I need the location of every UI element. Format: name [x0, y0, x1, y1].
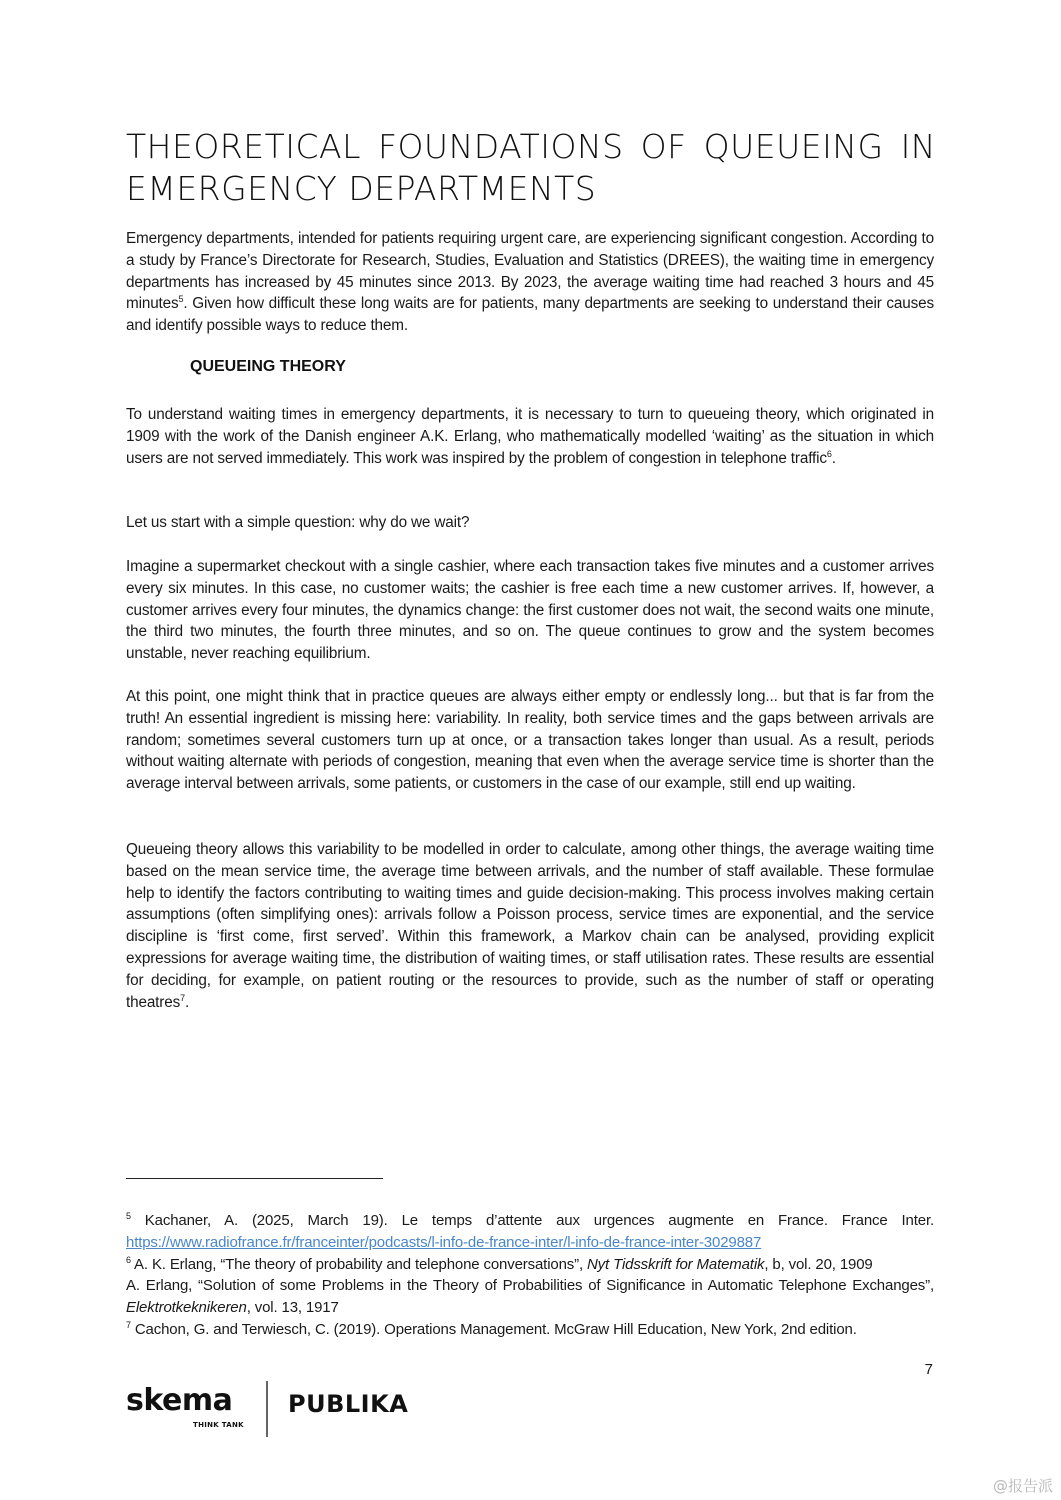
para1-text: To understand waiting times in emergency departments, it is necessary to turn to queueing theory, which originated in 1909 with the work of the Danish engineer A.K. Erlang, who mathematically modelled ‘waiting’ as the situation in which users are not served immediately. This work was inspired by the problem of congestion in telephone traffic	[126, 406, 934, 467]
logo-divider	[266, 1381, 268, 1437]
watermark: @报告派	[992, 1477, 1053, 1495]
footnote-5-link[interactable]: https://www.radiofrance.fr/franceinter/podcasts/l-info-de-france-inter/l-info-de-france-inter-3029887	[126, 1233, 762, 1251]
footnote-num-5: 5	[126, 1211, 131, 1221]
section-heading: QUEUEING THEORY	[190, 358, 346, 375]
footnote-6b-journal: Elektrotkeknikeren	[126, 1299, 247, 1317]
footnote-6-second	[126, 1275, 934, 1319]
para5-text: Queueing theory allows this variability to be modelled in order to calculate, among other things, the average waiting time based on the mean service time, the average time between arrivals, and the number of staff available. These formulae help to identify the factors contributing to waiting times and guide decision-making. This process involves making certain assumptions (often simplifying ones): arrivals follow a Poisson process, service times are exponential, and the service discipline is ‘first come, first served’. Within this framework, a Markov chain can be analysed, providing explicit expressions for average waiting time, the distribution of waiting times, or staff utilisation rates. These results are essential for deciding, for example, on patient routing or the resources to provide, such as the number of staff or operating theatres	[126, 841, 934, 1011]
footnote-6	[126, 1254, 934, 1276]
footnote-6-text-end: , b, vol. 20, 1909	[764, 1255, 873, 1273]
footnote-7-text: Cachon, G. and Terwiesch, C. (2019). Operations Management. McGraw Hill Education, New York, 2nd edition.	[130, 1320, 857, 1338]
footnote-num-7: 7	[126, 1319, 131, 1330]
footnote-5	[126, 1210, 934, 1254]
footnotes	[126, 1210, 934, 1341]
footnote-7	[126, 1319, 934, 1341]
footnote-ref-5[interactable]: 5	[178, 294, 184, 305]
footnote-6b-text-end: , vol. 13, 1917	[246, 1299, 339, 1317]
page-number: 7	[924, 1361, 933, 1378]
footnote-ref-7[interactable]: 7	[180, 992, 185, 1003]
para5-text-end: .	[184, 993, 190, 1011]
intro-text: Emergency departments, intended for patients requiring urgent care, are experiencing significant congestion. According to a study by France’s Directorate for Research, Studies, Evaluation and Statistics (DREES), the waiting time in emergency departments has increased by 45 minutes since 2013. By 2023, the average waiting time had reached 3 hours and 45 minutes	[126, 230, 934, 313]
footnote-6b-text: A. Erlang, “Solution of some Problems in the Theory of Probabilities of Significance in Automatic Telephone Exchanges”,	[126, 1277, 934, 1295]
intro-text-end: . Given how difficult these long waits are for patients, many departments are seeking to understand their causes and identify possible ways to reduce them.	[126, 295, 934, 335]
paragraph-why-wait: Let us start with a simple question: why do we wait?	[126, 514, 470, 531]
footnote-6-text: A. K. Erlang, “The theory of probability and telephone conversations”,	[130, 1255, 587, 1273]
title-line-1: THEORETICAL FOUNDATIONS OF QUEUEING IN	[126, 127, 936, 166]
title-line-2: EMERGENCY DEPARTMENTS	[126, 169, 597, 208]
paragraph-variability: At this point, one might think that in practice queues are always either empty or endlessly long... but that is far from the truth! An essential ingredient is missing here: variability. In reality, both service times and the gaps between arrivals are random; sometimes several customers turn up at once, or a transaction takes longer than usual. As a result, periods without waiting alternate with periods of congestion, meaning that even when the average service time is shorter than the average interval between arrivals, some patients, or customers in the case of our example, still end up waiting.	[126, 688, 934, 793]
page-title	[126, 126, 936, 210]
footnote-num-6: 6	[126, 1254, 131, 1265]
intro-paragraph	[126, 228, 934, 337]
footnote-divider	[126, 1178, 383, 1179]
footnote-6-journal: Nyt Tidsskrift for Matematik	[587, 1255, 765, 1273]
skema-think-tank-label: THINK TANK	[193, 1421, 244, 1429]
skema-logo: skema	[126, 1383, 233, 1418]
paragraph-modelling	[126, 839, 934, 1013]
paragraph-queueing-origin	[126, 404, 934, 469]
footnote-ref-6[interactable]: 6	[826, 448, 832, 459]
para1-text-end: .	[831, 449, 836, 467]
publika-logo: PUBLIKA	[288, 1390, 409, 1418]
footnote-5-text: Kachaner, A. (2025, March 19). Le temps d’attente aux urgences augmente en France. France Inter.	[130, 1212, 934, 1229]
paragraph-supermarket-example: Imagine a supermarket checkout with a single cashier, where each transaction takes five minutes and a customer arrives every six minutes. In this case, no customer waits; the cashier is free each time a new customer arrives. If, however, a customer arrives every four minutes, the dynamics change: the first customer does not wait, the second waits one minute, the third two minutes, the fourth three minutes, and so on. The queue continues to grow and the system becomes unstable, never reaching equilibrium.	[126, 558, 934, 663]
